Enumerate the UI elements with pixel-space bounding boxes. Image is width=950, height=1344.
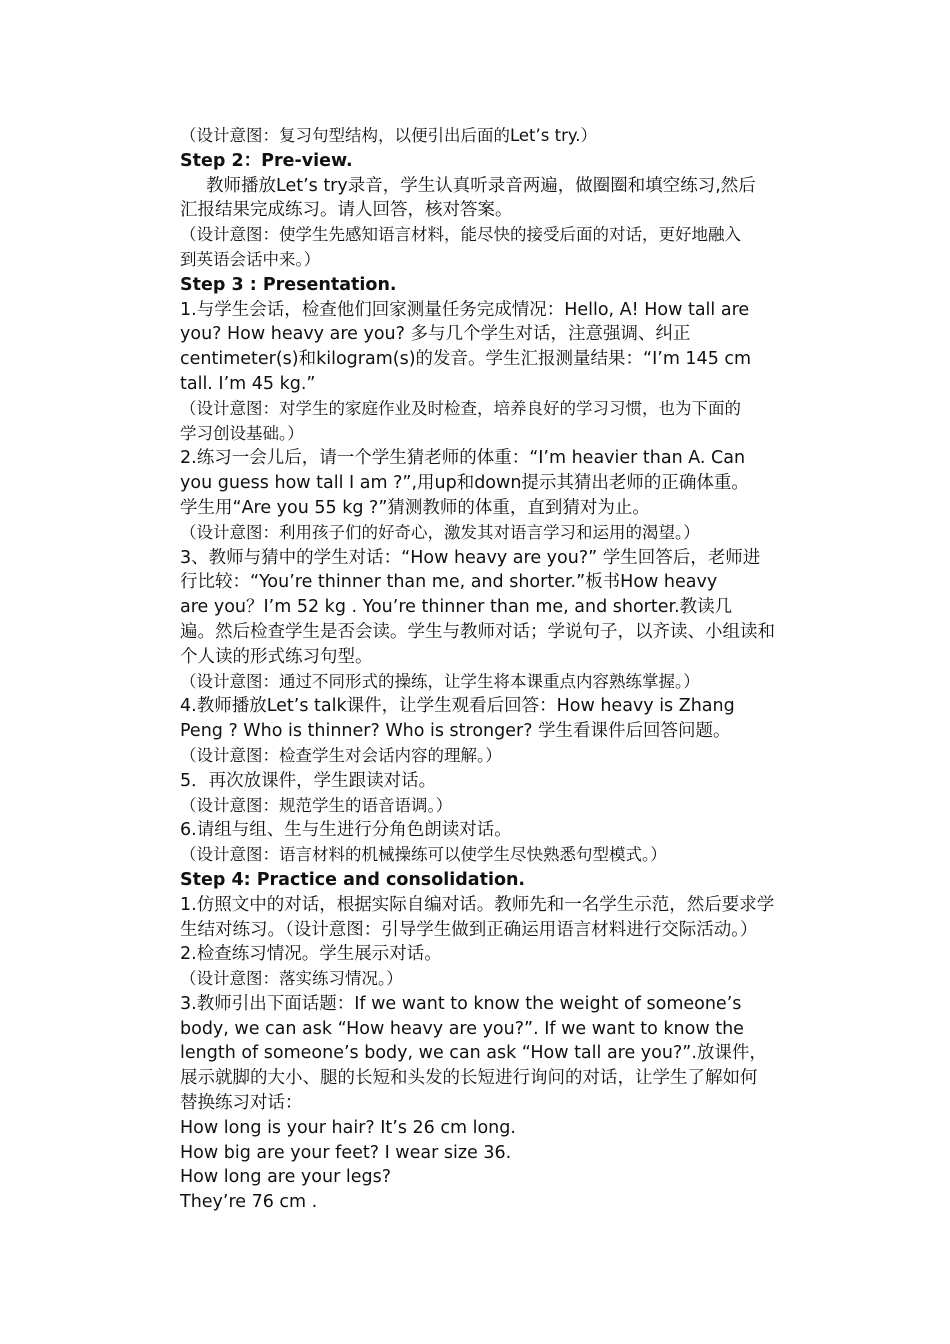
text-line: 教师播放Let’s try录音，学生认真听录音两遍，做圈圈和填空练习,然后 (206, 175, 756, 196)
text-line: Peng ? Who is thinner? Who is stronger? 学生看课件后回答问题。 (180, 721, 731, 742)
design-note-line: （设计意图：检查学生对会话内容的理解。） (180, 745, 502, 765)
text-line: 2.练习一会儿后，请一个学生猜老师的体重：“I’m heavier than A. Can (180, 448, 746, 469)
text-line: 2.检查练习情况。学生展示对话。 (180, 944, 442, 965)
section-heading: Step 4: Practice and consolidation. (180, 869, 526, 890)
design-note-line: （设计意图：对学生的家庭作业及时检查，培养良好的学习习惯，也为下面的 (180, 398, 741, 418)
text-line: How big are your feet? I wear size 36. (180, 1142, 512, 1163)
text-line: 展示就脚的大小、腿的长短和头发的长短进行询问的对话，让学生了解如何 (180, 1068, 758, 1089)
design-note-line: （设计意图：落实练习情况。） (180, 969, 403, 989)
text-line: 学生用“Are you 55 kg ?”猜测教师的体重，直到猜对为止。 (180, 497, 650, 518)
text-line: length of someone’s body, we can ask “How tall are you?”.放课件， (180, 1043, 767, 1064)
text-line: 3、教师与猜中的学生对话：“How heavy are you?” 学生回答后，老师进 (180, 547, 761, 568)
design-note-line: 学习创设基础。） (180, 423, 304, 443)
text-line: 6.请组与组、生与生进行分角色朗读对话。 (180, 820, 512, 841)
text-line: 生结对练习。（设计意图：引导学生做到正确运用语言材料进行交际活动。） (180, 919, 758, 940)
text-line: 1.与学生会话，检查他们回家测量任务完成情况：Hello, A! How tall are (180, 299, 750, 320)
design-note-line: （设计意图：语言材料的机械操练可以使学生尽快熟悉句型模式。） (180, 845, 667, 865)
text-line: you? How heavy are you? 多与几个学生对话，注意强调、纠正 (180, 324, 691, 345)
text-line: 3.教师引出下面话题：If we want to know the weight of someone’s (180, 993, 742, 1014)
design-note-line: （设计意图：复习句型结构，以便引出后面的Let’s try.） (180, 126, 598, 145)
text-line: are you？I’m 52 kg . You’re thinner than me, and shorter.教读几 (180, 597, 733, 618)
text-line: 行比较：“You’re thinner than me, and shorter.”板书How heavy (180, 572, 718, 593)
section-heading: Step 2：Pre-view. (180, 150, 353, 171)
design-note-line: 到英语会话中来。） (180, 249, 321, 269)
design-note-line: （设计意图：规范学生的语音语调。） (180, 795, 453, 815)
section-heading: Step 3 : Presentation. (180, 274, 397, 295)
text-line: They’re 76 cm . (180, 1192, 318, 1213)
text-line: centimeter(s)和kilogram(s)的发音。学生汇报测量结果：“I’m 145 cm (180, 349, 752, 370)
design-note-line: （设计意图：通过不同形式的操练，让学生将本课重点内容熟练掌握。） (180, 671, 700, 691)
text-line: 1.仿照文中的对话，根据实际自编对话。教师先和一名学生示范，然后要求学 (180, 894, 775, 915)
text-line: 个人读的形式练习句型。 (180, 646, 373, 667)
text-line: How long are your legs? (180, 1167, 391, 1188)
text-line: you guess how tall I am ?”,用up和down提示其猜出老师的正确体重。 (180, 473, 749, 494)
text-line: How long is your hair? It’s 26 cm long. (180, 1117, 516, 1138)
text-line: 4.教师播放Let’s talk课件，让学生观看后回答：How heavy is Zhang (180, 696, 735, 717)
text-line: tall. I’m 45 kg.” (180, 373, 316, 394)
text-line: 遍。然后检查学生是否会读。学生与教师对话；学说句子，以齐读、小组读和 (180, 621, 775, 642)
text-line: 汇报结果完成练习。请人回答，核对答案。 (180, 200, 513, 221)
design-note-line: （设计意图：使学生先感知语言材料，能尽快的接受后面的对话，更好地融入 (180, 225, 741, 245)
text-line: body, we can ask “How heavy are you?”. If we want to know the (180, 1018, 744, 1039)
design-note-line: （设计意图：利用孩子们的好奇心，激发其对语言学习和运用的渴望。） (180, 522, 700, 542)
document-page (180, 124, 820, 1215)
text-line: 5．再次放课件，学生跟读对话。 (180, 770, 437, 791)
text-line: 替换练习对话： (180, 1093, 303, 1114)
